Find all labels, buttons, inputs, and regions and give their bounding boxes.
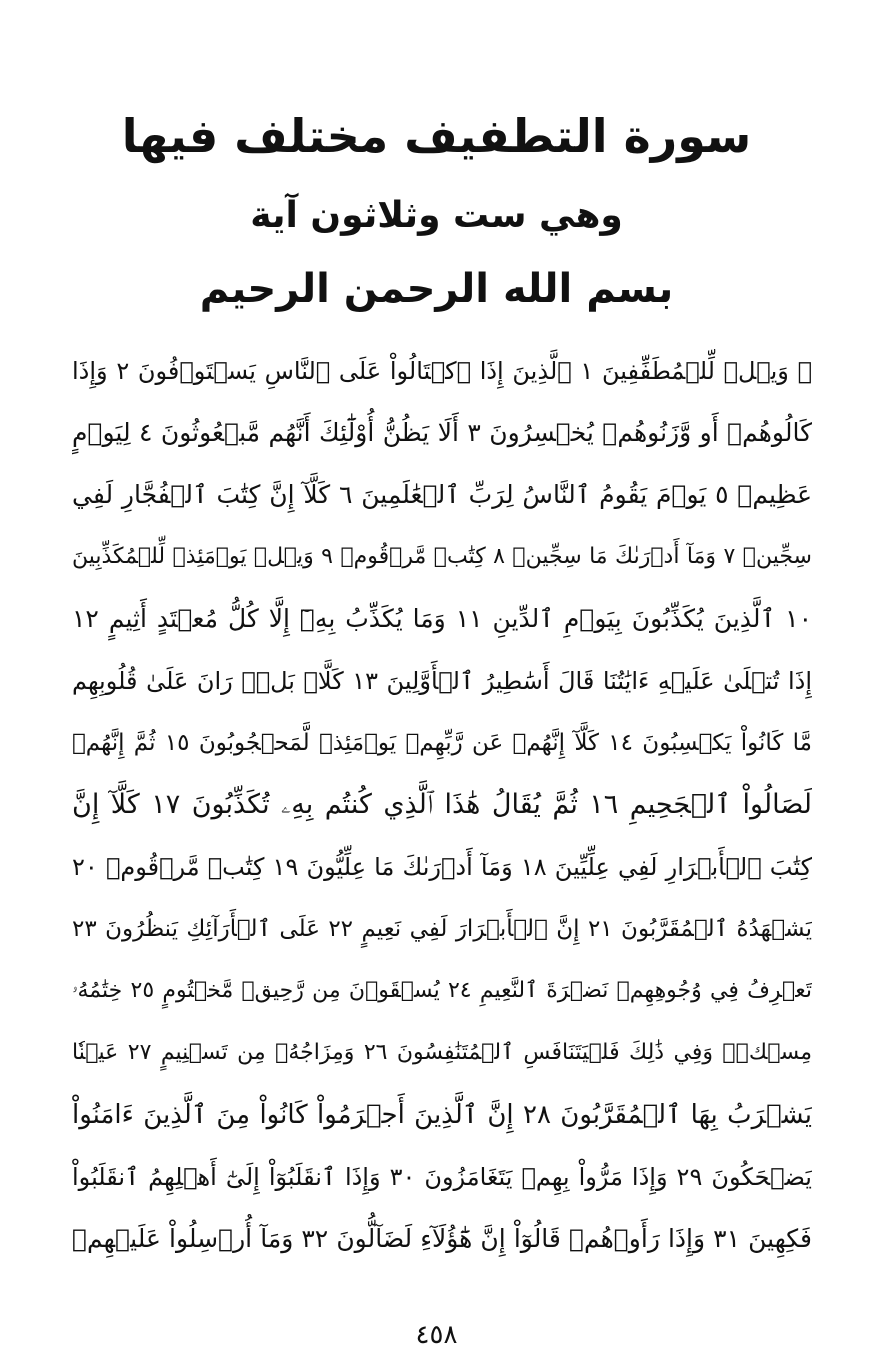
- page-number: ٤٥٨: [415, 1320, 458, 1350]
- text-line: سِجِّينٖ ٧ وَمَآ أَدۡرَىٰكَ مَا سِجِّينٞ ٨ كِتَٰبٞ مَّرۡقُومٞ ٩ وَيۡلٞ يَوۡمَئِذٖ لِّلۡمُكَذِّبِينَ: [72, 544, 812, 569]
- text-line: لَصَالُواْ ٱلۡجَحِيمِ ١٦ ثُمَّ يُقَالُ هَٰذَا ٱلَّذِي كُنتُم بِهِۦ تُكَذِّبُونَ ١٧ كَلَّآ إِنَّ: [72, 789, 812, 820]
- text-line: فَكِهِينَ ٣١ وَإِذَا رَأَوۡهُمۡ قَالُوٓاْ إِنَّ هَٰٓؤُلَآءِ لَضَآلُّونَ ٣٢ وَمَآ أُرۡسِلُواْ عَلَيۡهِمۡ: [72, 1224, 812, 1253]
- basmala: بسم الله الرحمن الرحيم: [199, 266, 674, 312]
- text-line: يَشۡهَدُهُ ٱلۡمُقَرَّبُونَ ٢١ إِنَّ ٱلۡأَبۡرَارَ لَفِي نَعِيمٍ ٢٢ عَلَى ٱلۡأَرَآئِكِ يَنظُرُونَ ٢٣: [72, 916, 812, 942]
- quran-text-block: [72, 340, 812, 1270]
- text-line: ﴿ وَيۡلٞ لِّلۡمُطَفِّفِينَ ١ ٱلَّذِينَ إِذَا ٱكۡتَالُواْ عَلَى ٱلنَّاسِ يَسۡتَوۡفُونَ ٢ وَإِذَا: [72, 357, 812, 385]
- text-line: يَضۡحَكُونَ ٢٩ وَإِذَا مَرُّواْ بِهِمۡ يَتَغَامَزُونَ ٣٠ وَإِذَا ٱنقَلَبُوٓاْ إِلَىٰٓ أَهۡلِهِمُ ٱنقَلَبُواْ: [72, 1163, 812, 1191]
- surah-title: سورة التطفيف مختلف فيها: [121, 109, 752, 163]
- text-line: عَظِيمٖ ٥ يَوۡمَ يَقُومُ ٱلنَّاسُ لِرَبِّ ٱلۡعَٰلَمِينَ ٦ كَلَّآ إِنَّ كِتَٰبَ ٱلۡفُجَّارِ لَفِي: [72, 480, 812, 509]
- text-line: كَالُوهُمۡ أَو وَّزَنُوهُمۡ يُخۡسِرُونَ ٣ أَلَا يَظُنُّ أُوْلَٰٓئِكَ أَنَّهُم مَّبۡعُوثُونَ ٤ لِيَوۡمٍ: [72, 418, 812, 447]
- text-line: إِذَا تُتۡلَىٰ عَلَيۡهِ ءَايَٰتُنَا قَالَ أَسَٰطِيرُ ٱلۡأَوَّلِينَ ١٣ كَلَّاۖ بَلۡۜ رَانَ عَلَىٰ قُلُوبِهِم: [72, 667, 812, 695]
- verse-count-subtitle: وهي ست وثلاثون آية: [250, 195, 623, 236]
- text-line: مَّا كَانُواْ يَكۡسِبُونَ ١٤ كَلَّآ إِنَّهُمۡ عَن رَّبِّهِمۡ يَوۡمَئِذٖ لَّمَحۡجُوبُونَ ١٥ ثُمَّ إِنَّهُمۡ: [72, 730, 812, 756]
- text-line: ١٠ ٱلَّذِينَ يُكَذِّبُونَ بِيَوۡمِ ٱلدِّينِ ١١ وَمَا يُكَذِّبُ بِهِۦٓ إِلَّا كُلُّ مُعۡتَدٍ أَثِيمٍ ١٢: [72, 604, 812, 633]
- text-line: كِتَٰبَ ٱلۡأَبۡرَارِ لَفِي عِلِّيِّينَ ١٨ وَمَآ أَدۡرَىٰكَ مَا عِلِّيُّونَ ١٩ كِتَٰبٞ مَّرۡقُومٞ ٢٠: [72, 853, 812, 881]
- text-line: يَشۡرَبُ بِهَا ٱلۡمُقَرَّبُونَ ٢٨ إِنَّ ٱلَّذِينَ أَجۡرَمُواْ كَانُواْ مِنَ ٱلَّذِينَ ءَامَنُواْ: [72, 1100, 812, 1130]
- text-line: مِسۡكٞۚ وَفِي ذَٰلِكَ فَلۡيَتَنَافَسِ ٱلۡمُتَنَٰفِسُونَ ٢٦ وَمِزَاجُهُۥ مِن تَسۡنِيمٍ ٢٧ عَيۡنٗا: [72, 1040, 812, 1065]
- text-line: تَعۡرِفُ فِي وُجُوهِهِمۡ نَضۡرَةَ ٱلنَّعِيمِ ٢٤ يُسۡقَوۡنَ مِن رَّحِيقٖ مَّخۡتُومٍ ٢٥ خِتَٰمُهُۥ: [72, 978, 812, 1003]
